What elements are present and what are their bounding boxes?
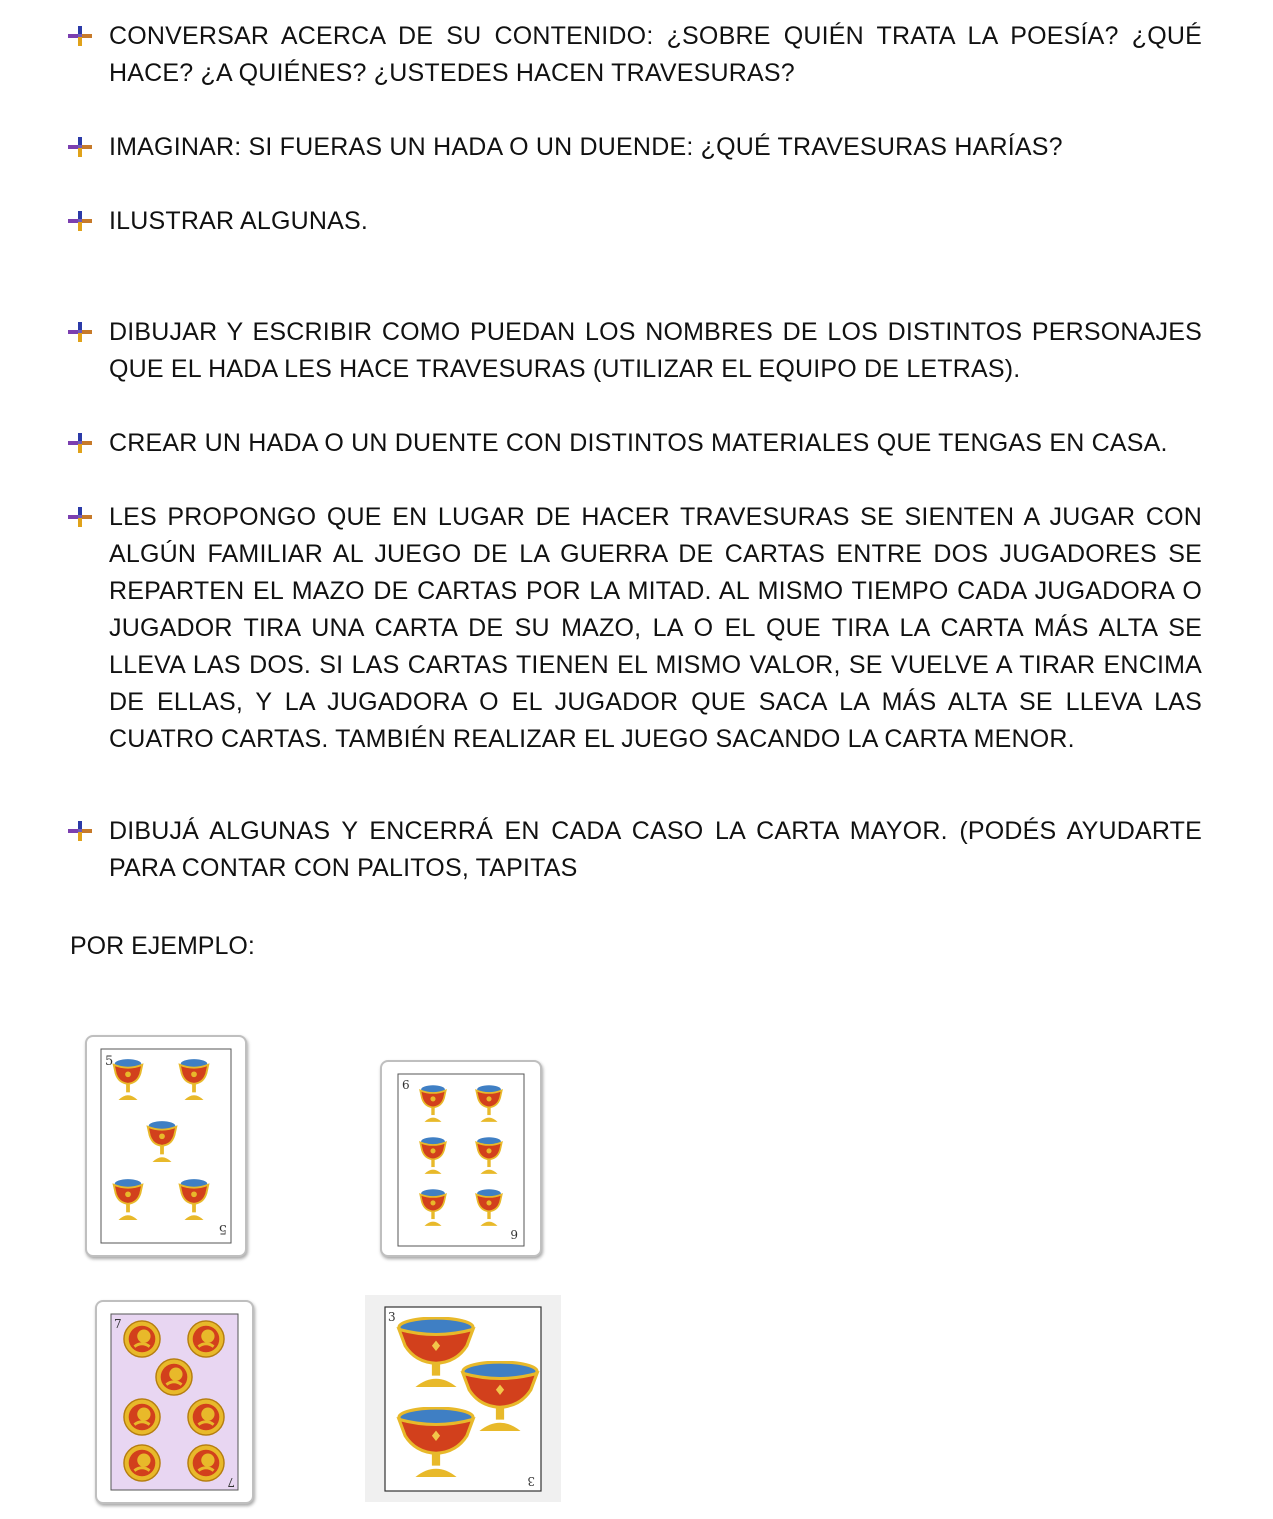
instruction-item xyxy=(68,314,1202,388)
instruction-item xyxy=(68,129,1202,166)
instruction-item xyxy=(68,203,1202,240)
instruction-text: LES PROPONGO QUE EN LUGAR DE HACER TRAVESURAS SE SIENTEN A JUGAR CON ALGÚN FAMILIAR AL JUEGO DE LA GUERRA DE CARTAS ENTRE DOS JUGADORES SE REPARTEN EL MAZO DE CARTAS POR LA MITAD. AL MISMO TIEMPO CADA JUGADORA O JUGADOR TIRA UNA CARTA DE SU MAZO, LA O EL QUE TIRA LA CARTA MÁS ALTA SE LLEVA LAS DOS. SI LAS CARTAS TIENEN EL MISMO VALOR, SE VUELVE A TIRAR ENCIMA DE ELLAS, Y LA JUGADORA O EL JUGADOR QUE SACA LA MÁS ALTA SE LLEVA LAS CUATRO CARTAS. TAMBIÉN REALIZAR EL JUEGO SACANDO LA CARTA MENOR. xyxy=(109,503,1202,753)
card-number: 5 xyxy=(105,1054,114,1069)
coins-card-icon xyxy=(97,1302,252,1502)
instruction-text: DIBUJAR Y ESCRIBIR COMO PUEDAN LOS NOMBRES DE LOS DISTINTOS PERSONAJES QUE EL HADA LES HACE TRAVESURAS (UTILIZAR EL EQUIPO DE LETRAS). xyxy=(109,318,1202,383)
card-number: 5 xyxy=(218,1221,227,1236)
instruction-item xyxy=(68,18,1202,92)
playing-card-three-cups xyxy=(365,1295,561,1502)
instruction-text: CONVERSAR ACERCA DE SU CONTENIDO: ¿SOBRE QUIÉN TRATA LA POESÍA? ¿QUÉ HACE? ¿A QUIÉNES? ¿USTEDES HACEN TRAVESURAS? xyxy=(109,22,1202,87)
instruction-item xyxy=(68,499,1202,758)
cups-card-icon xyxy=(87,1037,245,1255)
instruction-text: CREAR UN HADA O UN DUENTE CON DISTINTOS MATERIALES QUE TENGAS EN CASA. xyxy=(109,429,1168,457)
instruction-list xyxy=(68,18,1202,887)
playing-card-five-cups xyxy=(85,1035,247,1257)
instruction-item xyxy=(68,425,1202,462)
card-number: 6 xyxy=(510,1227,518,1241)
plus-arrow-bullet-icon xyxy=(68,137,92,157)
card-number: 6 xyxy=(402,1078,410,1092)
plus-arrow-bullet-icon xyxy=(68,322,92,342)
card-number: 3 xyxy=(527,1474,535,1488)
plus-arrow-bullet-icon xyxy=(68,821,92,841)
card-number: 7 xyxy=(114,1317,122,1331)
plus-arrow-bullet-icon xyxy=(68,26,92,46)
cups-card-icon xyxy=(382,1062,540,1255)
instruction-text: ILUSTRAR ALGUNAS. xyxy=(109,207,369,235)
playing-card-six-cups xyxy=(380,1060,542,1257)
instruction-item xyxy=(68,813,1202,887)
plus-arrow-bullet-icon xyxy=(68,433,92,453)
cups-card-icon xyxy=(365,1295,561,1502)
instruction-text: IMAGINAR: SI FUERAS UN HADA O UN DUENDE: ¿QUÉ TRAVESURAS HARÍAS? xyxy=(109,133,1063,161)
plus-arrow-bullet-icon xyxy=(68,211,92,231)
instruction-text: DIBUJÁ ALGUNAS Y ENCERRÁ EN CADA CASO LA CARTA MAYOR. (PODÉS AYUDARTE PARA CONTAR CON PALITOS, TAPITAS xyxy=(109,817,1202,882)
card-number: 7 xyxy=(227,1475,235,1489)
playing-card-seven-coins xyxy=(95,1300,254,1504)
example-label: POR EJEMPLO: xyxy=(70,932,255,960)
card-number: 3 xyxy=(388,1310,396,1324)
plus-arrow-bullet-icon xyxy=(68,507,92,527)
